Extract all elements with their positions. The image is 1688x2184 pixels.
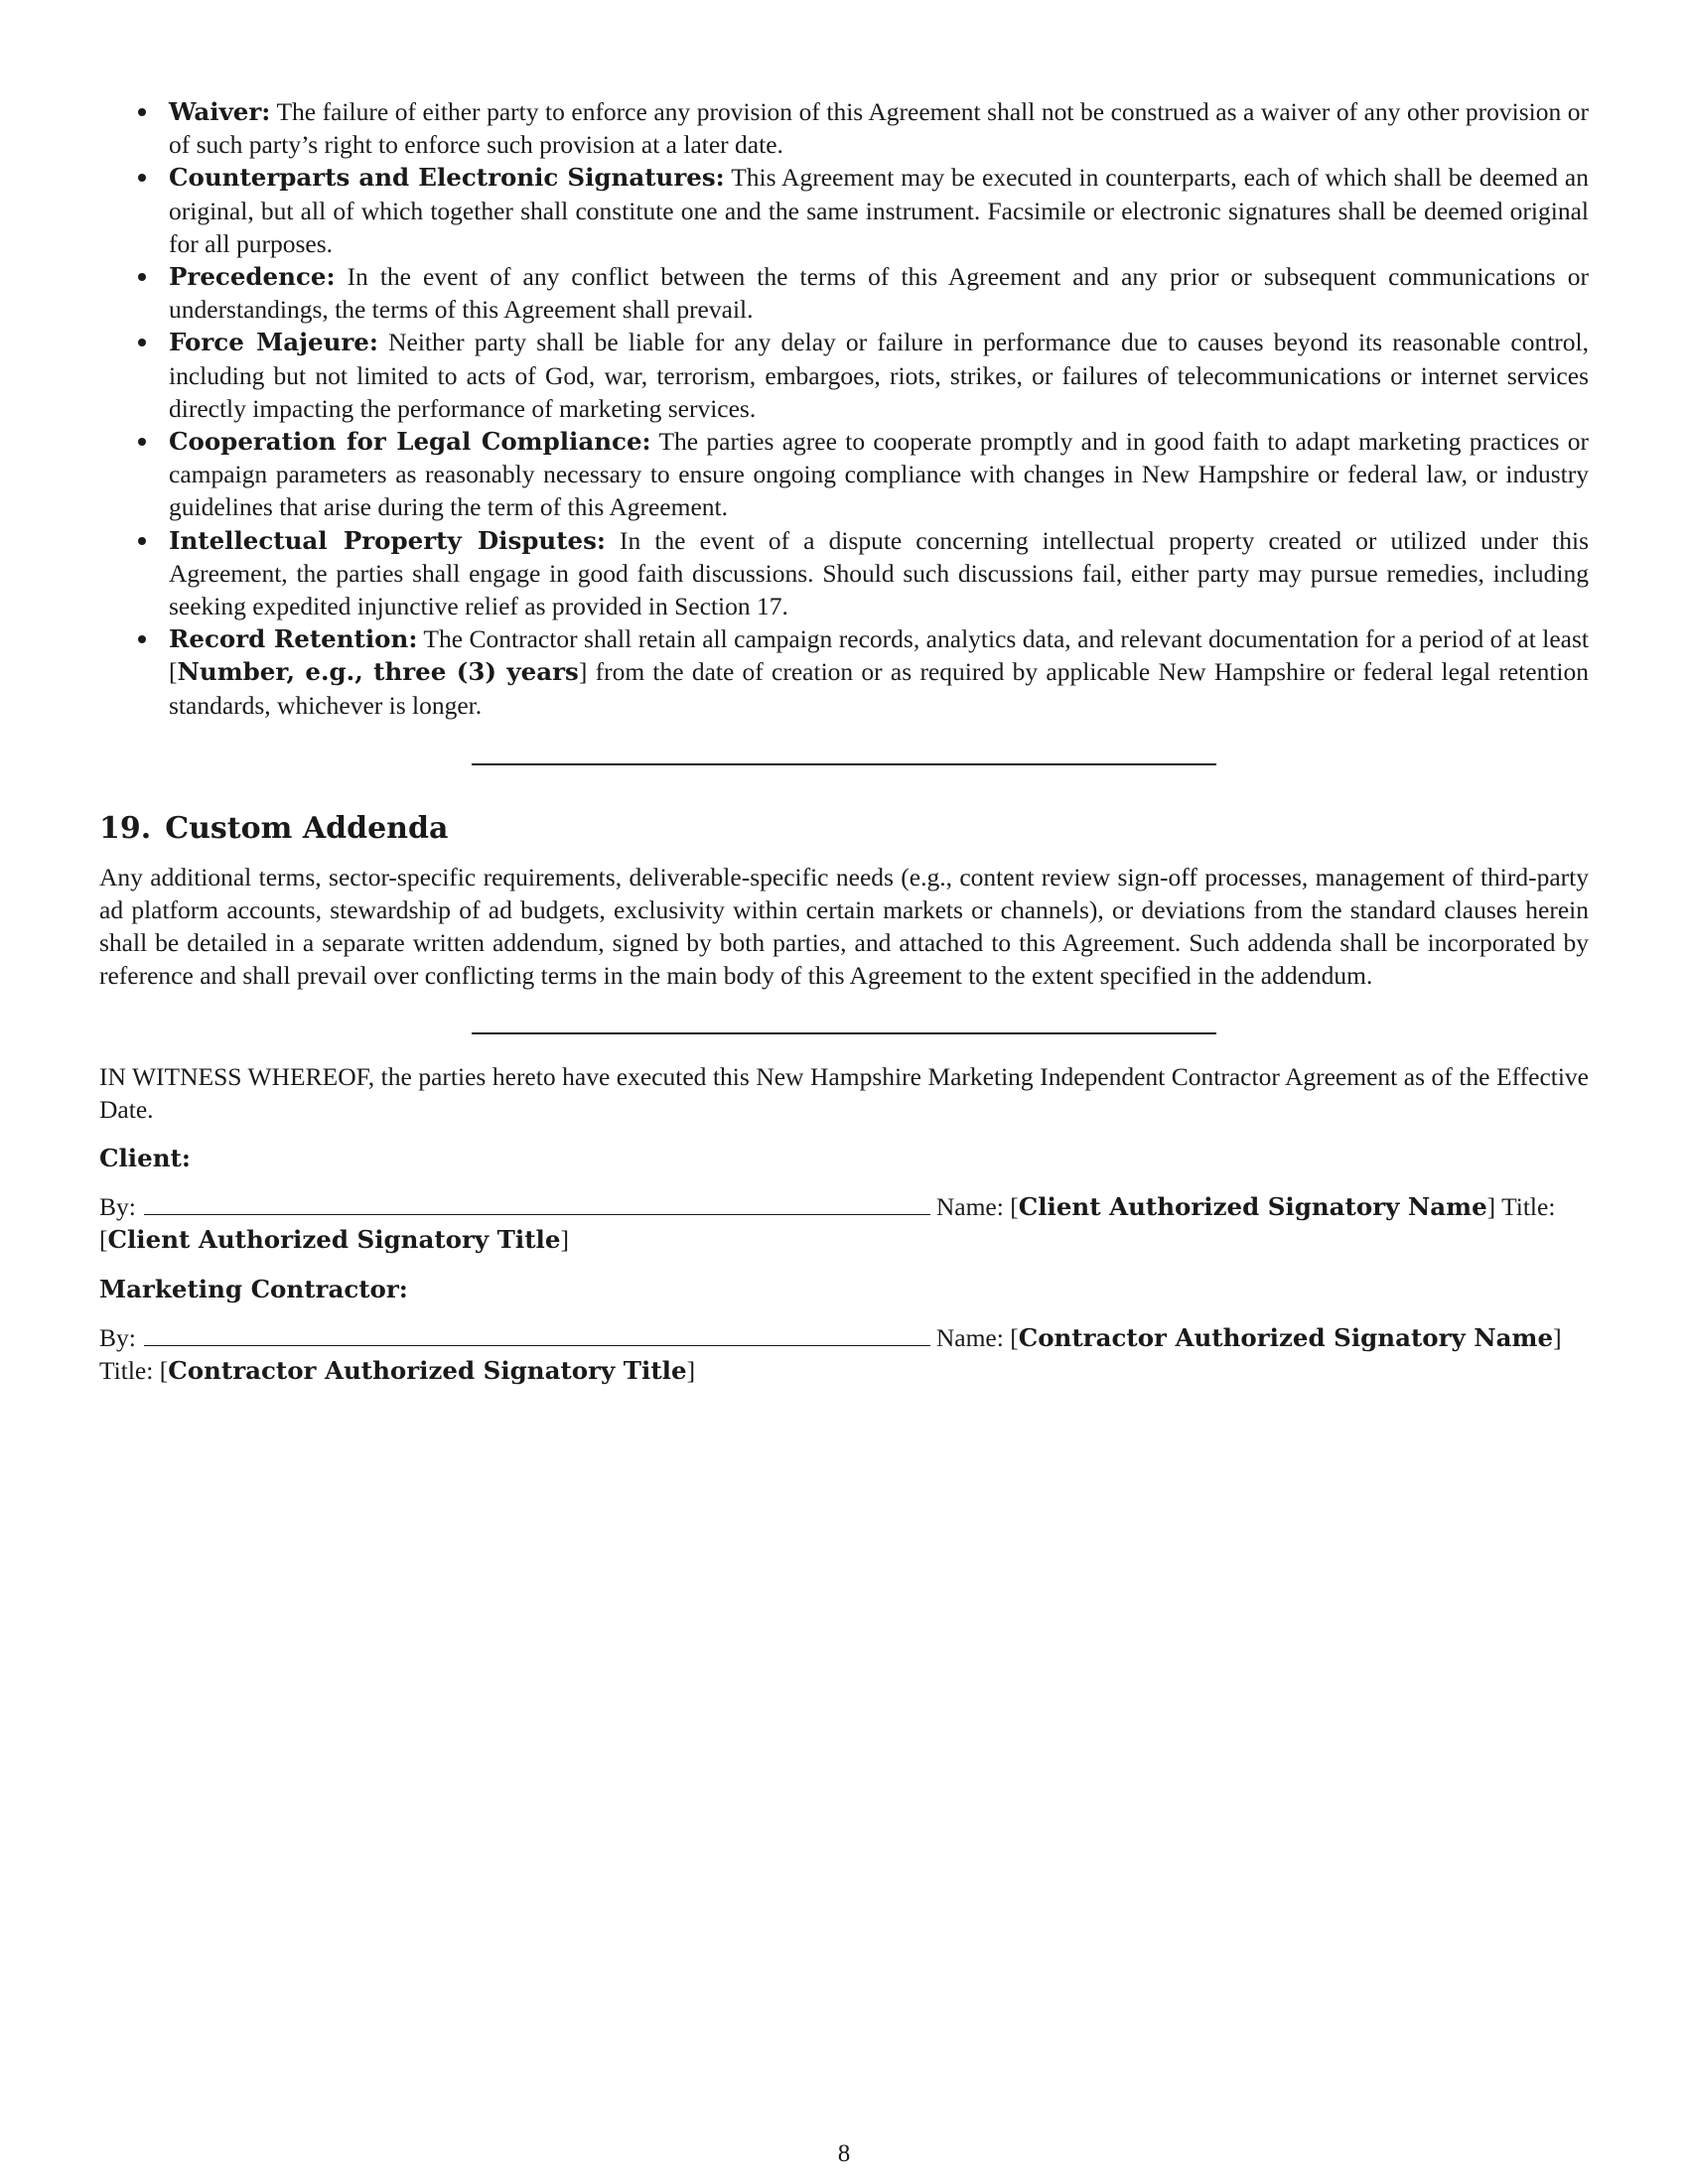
clause-term: Precedence: [169, 262, 336, 292]
title-label: Title: [1501, 1192, 1556, 1222]
clause-text: This Agreement may be executed in counterparts, each of which shall be deemed an original, but all of which together shall constitute one and the same instrument. Facsimile or electronic signatures shall be deemed original for all purposes. [169, 163, 1589, 258]
section-divider [472, 1032, 1216, 1034]
section-body: Any additional terms, sector-specific requirements, deliverable-specific needs (e.g., content review sign-off processes, management of third-party ad platform accounts, stewardship of ad budgets, exclusivity within certain markets or channels), or deviations from the standard clauses herein shall be detailed in a separate written addendum, signed by both parties, and attached to this Agreement. Such addenda shall be incorporated by reference and shall prevail over conflicting terms in the main body of this Agreement to the extent specified in the addendum. [99, 862, 1589, 991]
clause-text: In the event of any conflict between the terms of this Agreement and any prior or subsequent communications or understandings, the terms of this Agreement shall prevail. [169, 262, 1590, 325]
clause-record-retention [99, 622, 1589, 722]
client-label: Client: [99, 1144, 191, 1173]
clause-term: Intellectual Property Disputes: [169, 525, 606, 555]
document-page [99, 95, 1589, 1387]
bullet-icon [138, 537, 146, 545]
clause-ip-disputes [99, 524, 1589, 623]
by-label: By: [99, 1192, 136, 1222]
contractor-signature-line[interactable] [144, 1321, 930, 1346]
section-title: Custom Addenda [165, 810, 449, 846]
clause-text: The Contractor shall retain all campaign records, analytics data, and relevant documentation for a period of at least [ [169, 624, 1589, 687]
name-label: Name: [935, 1322, 1004, 1352]
section-number: 19. [99, 810, 152, 846]
client-signature-line[interactable] [144, 1190, 930, 1215]
clause-text: In the event of a dispute concerning intellectual property created or utilized under this Agreement, the parties shall engage in good faith discussions. Should such discussions fail, either party may pursue remedies, including seeking expedited injunctive relief as provided in Section 17. [169, 525, 1589, 621]
bullet-icon [138, 438, 146, 446]
contractor-title-placeholder: Contractor Authorized Signatory Title [168, 1356, 687, 1386]
section-heading [99, 809, 1589, 849]
contractor-label: Marketing Contractor: [99, 1274, 408, 1303]
clause-term: Force Majeure: [169, 328, 378, 357]
bullet-icon [138, 174, 146, 182]
contractor-name-placeholder: Contractor Authorized Signatory Name [1018, 1322, 1554, 1352]
client-name-placeholder: Client Authorized Signatory Name [1018, 1192, 1487, 1222]
bullet-icon [138, 273, 146, 281]
client-title-placeholder: Client Authorized Signatory Title [107, 1225, 561, 1255]
bullet-icon [138, 108, 146, 116]
clause-force-majeure [99, 326, 1589, 425]
name-label: Name: [935, 1192, 1004, 1222]
by-label: By: [99, 1322, 136, 1352]
retention-placeholder: Number, e.g., three (3) years [177, 657, 579, 687]
clause-precedence [99, 260, 1589, 326]
clause-waiver [99, 95, 1589, 161]
clause-text: The failure of either party to enforce any provision of this Agreement shall not be construed as a waiver of any other provision or of such party’s right to enforce such provision at a later date. [169, 97, 1590, 160]
clause-text: The parties agree to cooperate promptly and in good faith to adapt marketing practices or campaign parameters as reasonably necessary to ensure ongoing compliance with changes in New Hampshire or federal law, or industry guidelines that arise during the term of this Agreement. [169, 427, 1589, 522]
clause-counterparts [99, 161, 1589, 260]
clause-legal-compliance [99, 425, 1589, 524]
clause-text-end: ] from the date of creation or as required by applicable New Hampshire or federal legal retention standards, whichever is longer. [169, 657, 1589, 720]
section-divider [472, 763, 1216, 765]
clause-term: Waiver: [169, 97, 271, 126]
clause-term: Cooperation for Legal Compliance: [169, 427, 651, 457]
clause-text: Neither party shall be liable for any delay or failure in performance due to causes beyond its reasonable control, including but not limited to acts of God, war, terrorism, embargoes, riots, strikes, or failures of telecommunications or internet services directly impacting the performance of marketing services. [169, 328, 1590, 423]
contractor-signature-block: By: Name: [Contractor Authorized Signatory Name] Title: [Contractor Authorized Signatory Title] [99, 1322, 1562, 1386]
title-label: Title: [99, 1356, 154, 1386]
clause-list [99, 95, 1589, 722]
clause-term: Record Retention: [169, 624, 418, 654]
witness-clause: IN WITNESS WHEREOF, the parties hereto have executed this New Hampshire Marketing Independent Contractor Agreement as of the Effective Date. [99, 1061, 1589, 1124]
client-signature-block: By: Name: [Client Authorized Signatory Name] Title: [Client Authorized Signatory Title] [99, 1192, 1556, 1255]
bullet-icon [138, 339, 146, 346]
clause-term: Counterparts and Electronic Signatures: [169, 163, 725, 193]
bullet-icon [138, 635, 146, 643]
page-number: 8 [837, 2140, 851, 2167]
